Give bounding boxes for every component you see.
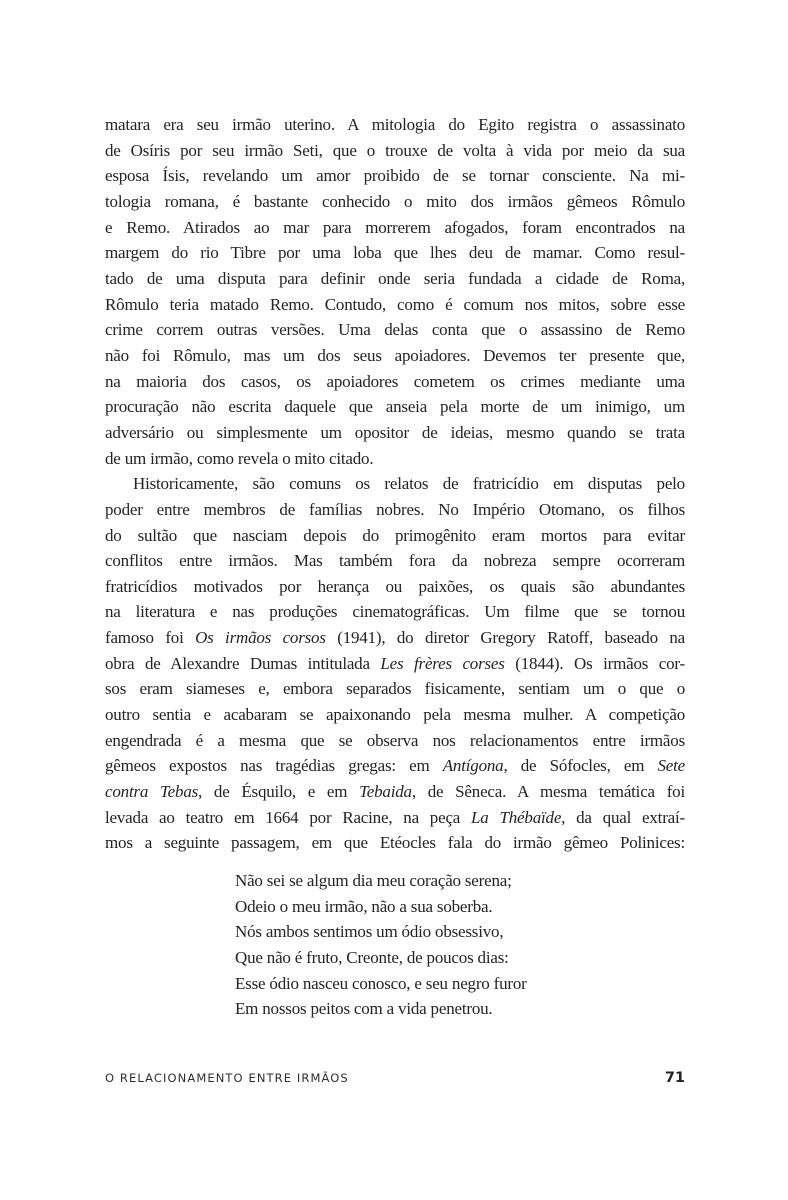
text-line: de Osíris por seu irmão Seti, que o trouxe de volta à vida por meio da sua	[105, 140, 685, 160]
italic-text: Sete	[657, 756, 685, 776]
text-block	[105, 112, 685, 1022]
paragraph	[105, 471, 685, 856]
running-title: O RELACIONAMENTO ENTRE IRMÃOS	[105, 1071, 349, 1085]
italic-text: Os irmãos corsos	[195, 628, 326, 648]
text-line: adversário ou simplesmente um opositor de ideias, mesmo quando se trata	[105, 422, 685, 442]
italic-text: Antígona	[442, 756, 504, 776]
text-line: de um irmão, como revela o mito citado.	[105, 448, 374, 468]
text-line: obra de Alexandre Dumas intitulada Les frères corses (1844). Os irmãos cor-	[105, 653, 685, 673]
verse-line: Não sei se algum dia meu coração serena;	[235, 871, 512, 891]
page-footer	[105, 1070, 685, 1086]
text-line: poder entre membros de famílias nobres. No Império Otomano, os filhos	[105, 499, 685, 519]
verse-line: Esse ódio nasceu conosco, e seu negro furor	[235, 973, 527, 993]
text-line: mos a seguinte passagem, em que Etéocles fala do irmão gêmeo Polinices:	[105, 833, 685, 853]
verse-block	[105, 868, 685, 1022]
text-line: margem do rio Tibre por uma loba que lhes deu de mamar. Como resul-	[105, 243, 685, 263]
text-line: tologia romana, é bastante conhecido o mito dos irmãos gêmeos Rômulo	[105, 191, 685, 211]
text-line: crime correm outras versões. Uma delas conta que o assassino de Remo	[105, 320, 685, 340]
text-line: tado de uma disputa para definir onde seria fundada a cidade de Roma,	[105, 268, 685, 288]
text-line: não foi Rômulo, mas um dos seus apoiadores. Devemos ter presente que,	[105, 345, 685, 365]
text-line: Historicamente, são comuns os relatos de fratricídio em disputas pelo	[133, 474, 685, 494]
text-line: matara era seu irmão uterino. A mitologia do Egito registra o assassinato	[105, 115, 685, 134]
text-line: conflitos entre irmãos. Mas também fora da nobreza sempre ocorreram	[105, 551, 685, 571]
text-line: engendrada é a mesma que se observa nos relacionamentos entre irmãos	[105, 730, 685, 750]
paragraph	[105, 112, 685, 471]
text-line: outro sentia e acabaram se apaixonando pela mesma mulher. A competição	[105, 705, 685, 725]
text-line: sos eram siameses e, embora separados fisicamente, sentiam um o que o	[105, 679, 685, 699]
verse-line: Em nossos peitos com a vida penetrou.	[235, 999, 493, 1019]
text-line: e Remo. Atirados ao mar para morrerem afogados, foram encontrados na	[105, 217, 685, 237]
verse-line: Nós ambos sentimos um ódio obsessivo,	[235, 922, 504, 942]
text-line: na maioria dos casos, os apoiadores cometem os crimes mediante uma	[105, 371, 685, 391]
text-line: gêmeos expostos nas tragédias gregas: em Antígona, de Sófocles, em Sete	[105, 756, 685, 776]
text-line: famoso foi Os irmãos corsos (1941), do diretor Gregory Ratoff, baseado na	[105, 628, 685, 648]
text-line: contra Tebas, de Ésquilo, e em Tebaida, de Sêneca. A mesma temática foi	[105, 782, 685, 802]
verse-line: Odeio o meu irmão, não a sua soberba.	[235, 896, 493, 916]
text-line: do sultão que nasciam depois do primogênito eram mortos para evitar	[105, 525, 685, 545]
text-line: Rômulo teria matado Remo. Contudo, como é comum nos mitos, sobre esse	[105, 294, 685, 314]
text-line: fratricídios motivados por herança ou paixões, os quais são abundantes	[105, 576, 685, 596]
text-line: levada ao teatro em 1664 por Racine, na peça La Thébaïde, da qual extraí-	[105, 807, 685, 827]
italic-text: Tebaida	[359, 782, 412, 802]
italic-text: contra Tebas	[105, 782, 199, 802]
text-line: procuração não escrita daquele que anseia pela morte de um inimigo, um	[105, 397, 685, 417]
italic-text: La Thébaïde	[471, 807, 562, 827]
text-line: esposa Ísis, revelando um amor proibido de se tornar consciente. Na mi-	[105, 166, 685, 186]
italic-text: Les frères corses	[380, 653, 505, 673]
page-number: 71	[664, 1070, 685, 1086]
verse-line: Que não é fruto, Creonte, de poucos dias:	[235, 948, 509, 967]
text-line: na literatura e nas produções cinematográficas. Um filme que se tornou	[105, 602, 685, 622]
body-paragraphs	[105, 112, 685, 856]
